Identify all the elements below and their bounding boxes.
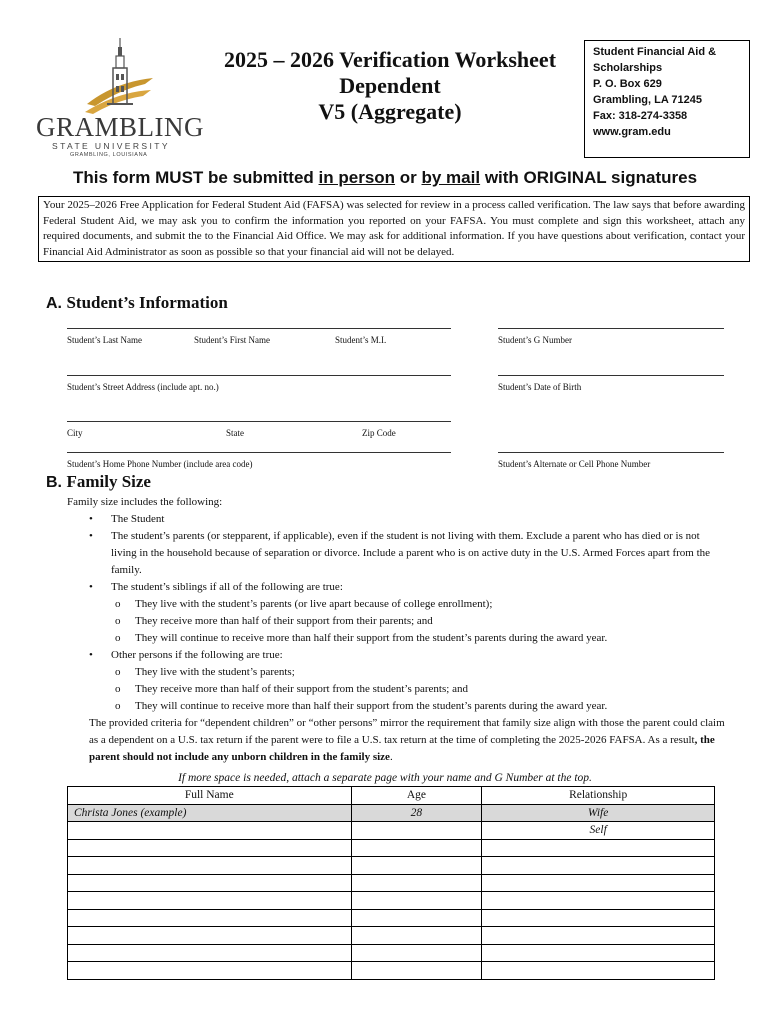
- relationship-cell[interactable]: [482, 944, 715, 962]
- full-name-cell[interactable]: [68, 822, 352, 840]
- list-item: [67, 647, 725, 664]
- logo-subtitle: STATE UNIVERSITY: [52, 141, 170, 151]
- age-cell[interactable]: [351, 822, 482, 840]
- title-line-3: V5 (Aggregate): [318, 99, 462, 124]
- list-item: [67, 698, 725, 715]
- contact-line: Grambling, LA 71245: [593, 94, 703, 106]
- sub-bullet-text: They will continue to receive more than half their support from the student’s parents during the award year.: [135, 700, 608, 712]
- list-item: [67, 579, 725, 596]
- age-cell[interactable]: [351, 909, 482, 927]
- sub-bullet-mark: o: [115, 700, 121, 712]
- list-item: [67, 664, 725, 681]
- bullet-text: The student’s siblings if all of the following are true:: [111, 581, 343, 593]
- list-item: [67, 681, 725, 698]
- full-name-cell[interactable]: [68, 857, 352, 875]
- contact-line: P. O. Box 629: [593, 78, 662, 90]
- label-mi: Student’s M.I.: [335, 335, 387, 345]
- label-dob: Student’s Date of Birth: [498, 382, 582, 392]
- bullet-mark: •: [89, 581, 93, 593]
- full-name-cell[interactable]: [68, 909, 352, 927]
- sub-bullet-mark: o: [115, 683, 121, 695]
- table-row: [68, 944, 715, 962]
- header-full-name: Full Name: [68, 787, 352, 805]
- bullet-mark: •: [89, 530, 93, 542]
- age-cell[interactable]: [351, 839, 482, 857]
- section-a-heading: [46, 293, 228, 313]
- relationship-cell[interactable]: [482, 874, 715, 892]
- full-name-cell: Christa Jones (example): [68, 804, 352, 822]
- relationship-cell[interactable]: [482, 927, 715, 945]
- section-b-heading: [46, 472, 151, 492]
- label-state: State: [226, 428, 244, 438]
- full-name-cell[interactable]: [68, 962, 352, 980]
- bullet-text: The student’s parents (or stepparent, if applicable), even if the student is not living with them. Exclude a parent who has died or is not living in the household because of separation or divorce. Include a parent who is on active duty in the U.S. Armed Forces apart from the family.: [111, 530, 711, 576]
- contact-line: Scholarships: [593, 62, 663, 74]
- sub-bullet-text: They live with the student’s parents;: [135, 666, 295, 678]
- table-row: [68, 839, 715, 857]
- contact-line: Student Financial Aid &: [593, 46, 717, 58]
- g-number-field[interactable]: [498, 328, 724, 329]
- list-item: [67, 613, 725, 630]
- full-name-cell[interactable]: [68, 927, 352, 945]
- label-alt-phone: Student’s Alternate or Cell Phone Number: [498, 459, 651, 469]
- table-row: [68, 909, 715, 927]
- header-age: Age: [351, 787, 482, 805]
- sub-bullet-mark: o: [115, 632, 121, 644]
- age-cell[interactable]: [351, 892, 482, 910]
- relationship-cell[interactable]: [482, 892, 715, 910]
- relationship-cell[interactable]: [482, 909, 715, 927]
- page-title: [195, 47, 585, 125]
- bullet-text: The Student: [111, 513, 165, 525]
- sub-bullet-text: They receive more than half of their support from their parents; and: [135, 615, 433, 627]
- relationship-cell: Wife: [482, 804, 715, 822]
- list-item: [67, 596, 725, 613]
- family-criteria-list-cont: [67, 647, 725, 664]
- sub-bullet-mark: o: [115, 615, 121, 627]
- table-row: [68, 874, 715, 892]
- full-name-cell[interactable]: [68, 874, 352, 892]
- relationship-cell[interactable]: Self: [482, 822, 715, 840]
- logo-location: GRAMBLING, LOUISIANA: [70, 152, 148, 158]
- date-of-birth-field[interactable]: [498, 375, 724, 376]
- table-row: [68, 822, 715, 840]
- bullet-mark: •: [89, 649, 93, 661]
- family-members-table: [67, 786, 715, 980]
- section-title: Family Size: [66, 472, 151, 491]
- full-name-cell[interactable]: [68, 944, 352, 962]
- age-cell[interactable]: [351, 944, 482, 962]
- title-line-2: Dependent: [339, 73, 441, 98]
- section-letter: B.: [46, 474, 62, 491]
- other-persons-conditions-list: [67, 664, 725, 715]
- full-name-cell[interactable]: [68, 892, 352, 910]
- notice-in-person: in person: [318, 168, 396, 187]
- label-first-name: Student’s First Name: [194, 335, 270, 345]
- sub-bullet-text: They live with the student’s parents (or live apart because of college enrollment);: [135, 598, 493, 610]
- bullet-text: Other persons if the following are true:: [111, 649, 283, 661]
- sub-bullet-mark: o: [115, 666, 121, 678]
- street-address-field[interactable]: [67, 375, 451, 376]
- label-last-name: Student’s Last Name: [67, 335, 142, 345]
- criteria-end: .: [389, 751, 393, 763]
- space-note: If more space is needed, attach a separate page with your name and G Number at the top.: [178, 772, 592, 784]
- label-home-phone: Student’s Home Phone Number (include area code): [67, 459, 253, 469]
- table-row: [68, 962, 715, 980]
- relationship-cell[interactable]: [482, 962, 715, 980]
- age-cell[interactable]: [351, 857, 482, 875]
- logo-wordmark: GRAMBLING: [36, 112, 205, 142]
- table-header-row: [68, 787, 715, 805]
- criteria-bold-text: , the parent should not include any unborn children in the family size: [89, 734, 715, 763]
- age-cell[interactable]: [351, 927, 482, 945]
- example-row: [68, 804, 715, 822]
- list-item: [67, 511, 725, 528]
- sub-bullet-mark: o: [115, 598, 121, 610]
- bullet-mark: •: [89, 513, 93, 525]
- criteria-text: The provided criteria for “dependent children” or “other persons” mirror the requirement that family size align with those the parent could claim as a dependent on a U.S. tax return if the parent were to file a U.S. tax return at the time of completing the 2025-2026 FAFSA. As a result: [89, 717, 725, 746]
- home-phone-field[interactable]: [67, 452, 451, 453]
- sub-bullet-text: They receive more than half of their support from the student’s parents; and: [135, 683, 468, 695]
- title-line-1: 2025 – 2026 Verification Worksheet: [223, 47, 557, 72]
- label-street: Student’s Street Address (include apt. no.): [67, 382, 219, 392]
- family-size-lead: Family size includes the following:: [67, 496, 223, 508]
- tower-icon: [85, 38, 155, 118]
- submit-notice: [0, 168, 770, 188]
- label-city: City: [67, 428, 83, 438]
- notice-text: with ORIGINAL signatures: [480, 168, 698, 187]
- notice-by-mail: by mail: [421, 168, 481, 187]
- intro-paragraph: Your 2025–2026 Free Application for Federal Student Aid (FAFSA) was selected for review in a process called verification. The law says that before awarding Federal Student Aid, we may ask you to confirm the information you reported on your FAFSA. You must complete and sign this worksheet, attach any required documents, and submit the to the Financial Aid Office. We may ask for additional information. If you have questions about verification, contact your Financial Aid Administrator as soon as possible so that your financial aid will not be delayed.: [38, 196, 750, 262]
- contact-box: [584, 40, 750, 158]
- table-row: [68, 892, 715, 910]
- family-criteria-list: [67, 511, 725, 596]
- university-logo: [30, 38, 205, 158]
- section-title: Student’s Information: [66, 293, 228, 312]
- notice-text: This form MUST be submitted: [72, 168, 319, 187]
- city-state-zip-field[interactable]: [67, 421, 451, 422]
- contact-line: Fax: 318-274-3358: [593, 110, 688, 122]
- table-row: [68, 927, 715, 945]
- label-zip: Zip Code: [362, 428, 396, 438]
- full-name-cell[interactable]: [68, 839, 352, 857]
- section-letter: A.: [46, 295, 62, 312]
- sibling-conditions-list: [67, 596, 725, 647]
- alt-phone-field[interactable]: [498, 452, 724, 453]
- relationship-cell[interactable]: [482, 857, 715, 875]
- criteria-paragraph: [67, 715, 725, 766]
- table-row: [68, 857, 715, 875]
- notice-text: or: [395, 168, 422, 187]
- relationship-cell[interactable]: [482, 839, 715, 857]
- age-cell: 28: [351, 804, 482, 822]
- list-item: [67, 630, 725, 647]
- age-cell[interactable]: [351, 962, 482, 980]
- header-relationship: Relationship: [482, 787, 715, 805]
- last-first-mi-field[interactable]: [67, 328, 451, 329]
- age-cell[interactable]: [351, 874, 482, 892]
- sub-bullet-text: They will continue to receive more than half their support from the student’s parents during the award year.: [135, 632, 608, 644]
- label-g-number: Student’s G Number: [498, 335, 572, 345]
- family-size-text: [67, 494, 725, 766]
- list-item: [67, 528, 725, 579]
- contact-website: www.gram.edu: [593, 126, 671, 138]
